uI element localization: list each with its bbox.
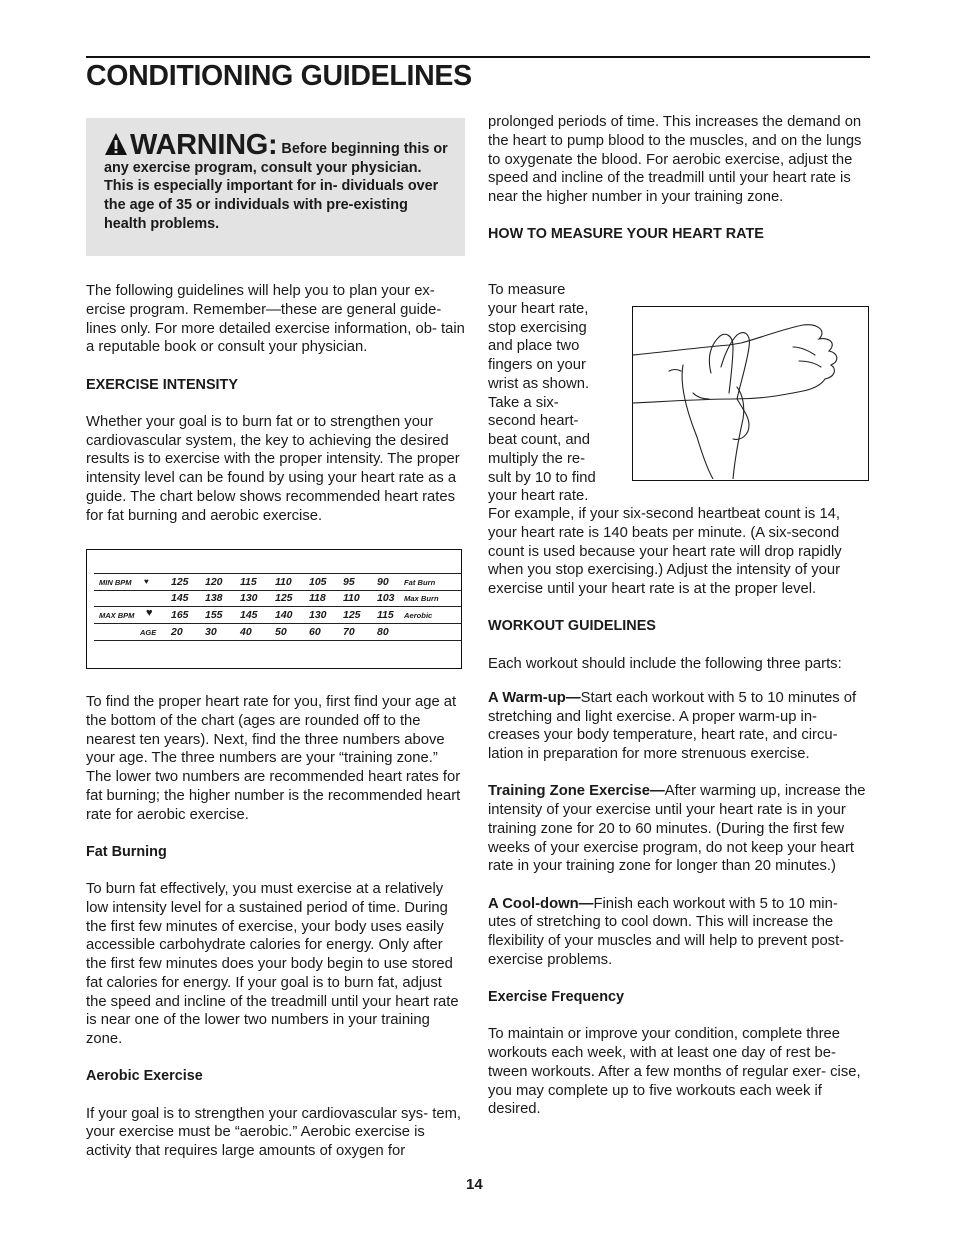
chart-cell: 125 [275, 592, 293, 604]
chart-cell: 115 [377, 609, 394, 621]
measure-line: To measure [488, 282, 566, 298]
training-zone-paragraph [488, 782, 868, 876]
measure-narrow-text [488, 281, 628, 506]
page-title: CONDITIONING GUIDELINES [86, 60, 472, 92]
wrist-pulse-illustration [632, 306, 869, 481]
find-rate-paragraph: To find the proper heart rate for you, first find your age at the bottom of the chart (ages are rounded off to the nearest ten years). Next, find the three numbers above your age. The three numbers are your “training zone.” The lower two numbers are recommended heart rates for fat burning; the higher number is the recommended heart rate for aerobic exercise. [86, 694, 461, 823]
chart-cell: 125 [343, 609, 361, 621]
workout-heading: WORKOUT GUIDELINES [488, 618, 656, 635]
heart-icon: ♥ [146, 607, 153, 619]
chart-cell: 130 [309, 609, 327, 621]
chart-cell: 30 [205, 626, 217, 638]
chart-cell: 140 [275, 609, 293, 621]
aerobic-text: If your goal is to strengthen your cardiovascular sys- tem, your exercise must be “aerobic.” Aerobic exercise is activity that requires large amounts of oxygen for [86, 1105, 462, 1159]
left-column-bottom [86, 693, 466, 1161]
chart-cell: 110 [275, 576, 292, 588]
chart-cell: 145 [171, 592, 189, 604]
chart-row-tail: Aerobic [404, 611, 433, 620]
right-column-top [488, 113, 866, 244]
warning-label: WARNING: [130, 129, 278, 161]
heart-icon: ♥ [144, 577, 149, 586]
chart-row-tail: Fat Burn [404, 578, 436, 587]
chart-row [94, 573, 461, 591]
chart-cell: 50 [275, 626, 287, 638]
chart-row-label: AGE [140, 628, 157, 637]
cooldown-text: Finish each workout with 5 to 10 min- utes of stretching to cool down. This will increase the flexibility of your muscles and will help to prevent post- exercise problems. [488, 895, 845, 968]
chart-cell: 80 [377, 626, 389, 638]
right-column-bottom [488, 505, 868, 1119]
measure-line: stop exercising [488, 319, 587, 336]
chart-cell: 138 [205, 592, 223, 604]
warning-triangle-icon [104, 132, 128, 156]
chart-row [94, 590, 461, 607]
chart-row-tail: Max Burn [404, 594, 439, 603]
chart-cell: 95 [343, 576, 355, 588]
cooldown-paragraph [488, 895, 868, 970]
chart-row [94, 624, 461, 641]
chart-cell: 20 [171, 626, 183, 638]
hand-on-wrist-icon [633, 307, 867, 479]
workout-intro: Each workout should include the following three parts: [488, 655, 842, 672]
training-zone-label: Training Zone Exercise— [488, 783, 665, 800]
frequency-text: To maintain or improve your condition, complete three workouts each week, with at least one day of rest be- tween workouts. After a few months of regular exer- cise, you may complete up to five workouts each week if desired. [488, 1026, 861, 1118]
chart-cell: 145 [240, 609, 258, 621]
training-zone-text: After warming up, increase the intensity of your exercise until your heart rate is in your training zone for 20 to 60 minutes. (During the first few weeks of your exercise program, do not keep your heart rate in your training zone for longer than 20 minutes.) [488, 783, 866, 875]
chart-cell: 120 [205, 576, 223, 588]
chart-cell: 40 [240, 626, 252, 638]
measure-line: your heart rate, [488, 300, 589, 317]
chart-cell: 60 [309, 626, 321, 638]
measure-line: multiply the re- [488, 450, 586, 467]
warmup-paragraph [488, 689, 868, 764]
warning-box [86, 118, 465, 256]
cooldown-label: A Cool-down— [488, 895, 594, 912]
measure-line: second heart- [488, 413, 579, 430]
chart-row-label: MAX BPM [99, 611, 135, 620]
warning-lead: Before beginning [281, 141, 400, 157]
chart-row-label: MIN BPM [99, 578, 132, 587]
measure-text: For example, if your six-second heartbeat count is 14, your heart rate is 140 beats per minute. (A six-second count is used because your heart rate will drop rapidly when you stop exercising.) Adjust the intensity of your exercise until your heart rate is at the proper level. [488, 506, 842, 597]
aerobic-heading: Aerobic Exercise [86, 1068, 203, 1085]
warning-text [104, 129, 449, 234]
chart-cell: 103 [377, 592, 395, 604]
left-column-top [86, 282, 466, 525]
frequency-heading: Exercise Frequency [488, 989, 624, 1005]
chart-row [94, 607, 461, 624]
fat-burning-text: To burn fat effectively, you must exercise at a relatively low intensity level for a sustained period of time. During the first few minutes of exercise, your body uses easily accessible carbohydrate calories for energy. Only after the first few minutes does your body begin to use stored fat calories for energy. If your goal is to burn fat, adjust the speed and incline of the treadmill until your heart rate is near one of the lower two numbers in your training zone. [86, 881, 459, 1047]
warning-body: this or any exercise program, consult your physician. This is especially important for in- dividuals over the age of 35 or individuals with pre-existing health problems. [104, 141, 448, 232]
heart-rate-chart [86, 549, 462, 669]
measure-line: sult by 10 to find [488, 469, 596, 486]
warmup-label: A Warm-up— [488, 689, 581, 706]
exercise-intensity-heading: EXERCISE INTENSITY [86, 376, 238, 393]
measure-heading: HOW TO MEASURE YOUR HEART RATE [488, 226, 764, 243]
exercise-intensity-text: Whether your goal is to burn fat or to strengthen your cardiovascular system, the key to achieving the desired results is to exercise with the proper intensity. The proper intensity level can be found by using your heart rate as a guide. The chart below shows recommended heart rates for fat burning and aerobic exercise. [86, 413, 460, 524]
page-number: 14 [466, 1176, 483, 1193]
aerobic-continued: prolonged periods of time. This increases the demand on the heart to pump blood to the muscles, and on the lungs to oxygenate the blood. For aerobic exercise, adjust the speed and incline of the treadmill until your heart rate is near the higher number in your training zone. [488, 114, 862, 205]
chart-cell: 165 [171, 609, 189, 621]
measure-line: wrist as shown. [488, 375, 590, 392]
measure-line: Take a six- [488, 394, 559, 411]
intro-paragraph: The following guidelines will help you to plan your ex- ercise program. Remember—these are general guide- lines only. For more detailed exercise information, ob- tain a reputable book or consult your physician. [86, 283, 465, 356]
chart-cell: 115 [240, 576, 257, 588]
chart-cell: 118 [309, 592, 326, 604]
chart-cell: 90 [377, 576, 389, 588]
chart-cell: 130 [240, 592, 258, 604]
measure-line: and place two [488, 338, 580, 355]
chart-cell: 110 [343, 592, 360, 604]
chart-cell: 70 [343, 626, 355, 638]
fat-burning-heading: Fat Burning [86, 843, 167, 860]
chart-cell: 125 [171, 576, 189, 588]
measure-line: fingers on your [488, 357, 586, 373]
measure-line: beat count, and [488, 432, 591, 448]
warmup-text: Start each workout with 5 to 10 minutes of stretching and light exercise. A proper warm-up in- creases your body temperature, heart rate, and circu- lation in preparation for more strenuous exercise. [488, 689, 857, 762]
chart-cell: 155 [205, 609, 223, 621]
chart-cell: 105 [309, 576, 327, 588]
measure-line: your heart rate. [488, 488, 589, 505]
